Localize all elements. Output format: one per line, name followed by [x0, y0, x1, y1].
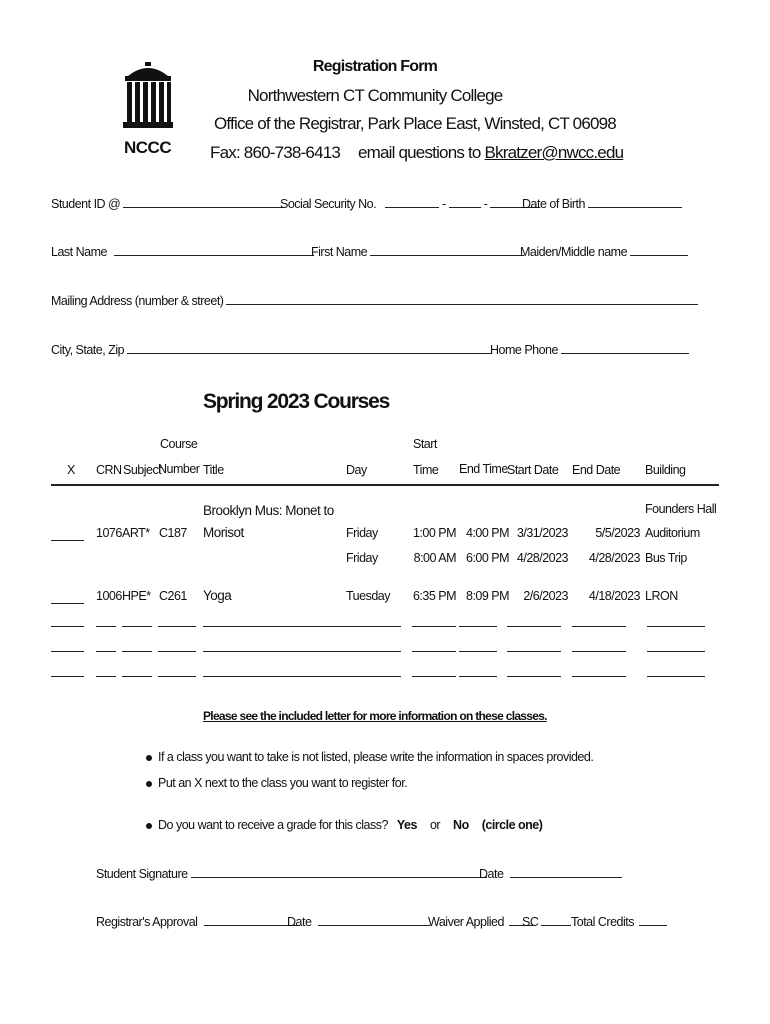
row-start-time: 8:00 AM — [413, 551, 456, 565]
row-start-date: 4/28/2023 — [516, 551, 568, 565]
row-building-line-1: Founders Hall — [645, 502, 717, 516]
office-address: Office of the Registrar, Park Place East, Winsted, CT 06098 — [214, 114, 616, 133]
row-title-line-1: Brooklyn Mus: Monet to — [203, 503, 334, 518]
col-header-day: Day — [346, 463, 367, 477]
bullet-icon — [146, 781, 152, 787]
grade-question — [146, 818, 542, 832]
row-number: C187 — [159, 526, 187, 540]
row-end-date: 4/18/2023 — [588, 589, 640, 603]
row-subject: ART* — [122, 526, 150, 540]
total-credits-field[interactable] — [571, 915, 667, 929]
row-building: LRON — [645, 589, 678, 603]
instruction-2-text: Put an X next to the class you want to register for. — [158, 776, 408, 790]
row-end-time: 6:00 PM — [466, 551, 510, 565]
contact-line — [210, 143, 623, 163]
student-signature-label: Student Signature — [96, 867, 188, 881]
signature-date-field[interactable] — [479, 867, 622, 881]
sc-label: SC — [522, 915, 539, 929]
last-name-label: Last Name — [51, 245, 107, 259]
row-day: Friday — [346, 551, 378, 565]
row-title-line-2: Morisot — [203, 525, 244, 540]
student-id-label: Student ID @ — [51, 197, 121, 211]
row-start-date: 2/6/2023 — [523, 589, 568, 603]
college-logo — [122, 62, 174, 162]
total-credits-label: Total Credits — [571, 915, 634, 929]
row-crn: 1006 — [96, 589, 122, 603]
waiver-applied-field[interactable] — [428, 915, 533, 929]
last-name-field[interactable] — [51, 245, 314, 259]
email-link[interactable]: Bkratzer@nwcc.edu — [484, 143, 624, 162]
row-start-time: 1:00 PM — [412, 526, 456, 540]
ssn-label: Social Security No. — [280, 197, 377, 211]
row-building: Bus Trip — [645, 551, 687, 565]
grade-yes-option[interactable]: Yes — [396, 818, 417, 832]
ssn-field[interactable]: Social Security No. - - — [280, 197, 540, 211]
row-day: Friday — [346, 526, 378, 540]
home-phone-field[interactable] — [490, 343, 689, 357]
email-prefix: email questions to — [357, 143, 481, 162]
student-id-field[interactable] — [51, 197, 283, 211]
dob-label: Date of Birth — [522, 197, 585, 211]
building-icon — [122, 62, 174, 136]
home-phone-label: Home Phone — [490, 343, 558, 357]
first-name-field[interactable] — [311, 245, 524, 259]
first-name-label: First Name — [311, 245, 368, 259]
col-header-number: Number — [158, 462, 200, 476]
row-end-date: 5/5/2023 — [595, 526, 640, 540]
col-header-end-date: End Date — [572, 463, 621, 477]
row-end-time: 4:00 PM — [466, 526, 510, 540]
instruction-1 — [146, 750, 593, 764]
table-header-rule — [51, 484, 719, 486]
college-name: Northwestern CT Community College — [247, 86, 503, 105]
col-header-title: Title — [203, 463, 224, 477]
row-number: C261 — [159, 589, 187, 603]
col-header-subject: Subject — [123, 463, 162, 477]
instruction-2 — [146, 776, 407, 790]
row-subject: HPE* — [122, 589, 151, 603]
col-header-start-date: Start Date — [507, 463, 559, 477]
col-header-crn: CRN — [96, 463, 122, 477]
col-header-end-time: End Time — [459, 462, 508, 476]
dob-field[interactable] — [522, 197, 682, 211]
student-signature-field[interactable] — [96, 867, 487, 881]
bullet-icon — [146, 823, 152, 829]
form-title: Registration Form — [312, 58, 438, 75]
city-state-zip-field[interactable] — [51, 343, 491, 357]
col-header-time: Time — [413, 463, 439, 477]
row-end-time: 8:09 PM — [466, 589, 510, 603]
approval-date-field[interactable] — [287, 915, 430, 929]
grade-no-option[interactable]: No — [453, 818, 469, 832]
col-header-start: Start — [413, 437, 437, 451]
approval-date-label: Date — [287, 915, 312, 929]
maiden-name-label: Maiden/Middle name — [520, 245, 628, 259]
letter-note: Please see the included letter for more information on these classes. — [203, 709, 547, 723]
logo-text: NCCC — [124, 138, 172, 157]
row-start-date: 3/31/2023 — [516, 526, 568, 540]
city-state-zip-label: City, State, Zip — [51, 343, 125, 357]
fax-number: Fax: 860-738-6413 — [210, 143, 341, 162]
courses-heading: Spring 2023 Courses — [203, 390, 390, 413]
mailing-address-label: Mailing Address (number & street) — [51, 294, 224, 308]
col-header-building: Building — [645, 463, 686, 477]
signature-date-label: Date — [479, 867, 504, 881]
row-end-date: 4/28/2023 — [588, 551, 640, 565]
grade-or: or — [429, 818, 441, 832]
col-header-course: Course — [160, 437, 198, 451]
sc-field[interactable] — [522, 915, 571, 929]
col-header-x: X — [67, 463, 75, 477]
registrar-approval-field[interactable] — [96, 915, 300, 929]
grade-circle-hint: (circle one) — [481, 818, 543, 832]
bullet-icon — [146, 755, 152, 761]
row-title: Yoga — [203, 588, 232, 603]
row-crn: 1076 — [96, 526, 122, 540]
maiden-name-field[interactable] — [520, 245, 688, 259]
row-day: Tuesday — [346, 589, 390, 603]
instruction-1-text: If a class you want to take is not listed, please write the information in spaces provided. — [158, 750, 594, 764]
registrar-approval-label: Registrar's Approval — [96, 915, 198, 929]
mailing-address-field[interactable] — [51, 294, 698, 308]
row-building-line-2: Auditorium — [645, 526, 700, 540]
row-start-time: 6:35 PM — [412, 589, 456, 603]
row-select-blank[interactable] — [51, 593, 84, 604]
grade-question-text: Do you want to receive a grade for this class? — [158, 818, 388, 832]
row-select-blank[interactable] — [51, 530, 84, 541]
waiver-applied-label: Waiver Applied — [428, 915, 504, 929]
